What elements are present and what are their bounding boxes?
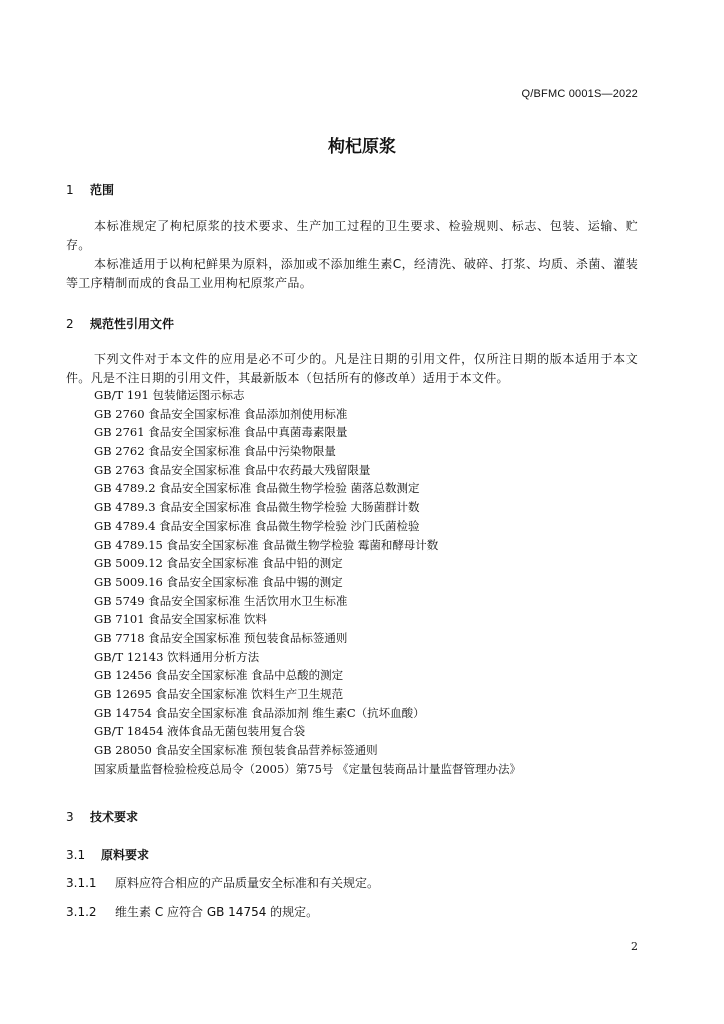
reference-item: GB 5009.12 食品安全国家标准 食品中铅的测定	[94, 556, 343, 571]
section-1-paragraph-1: 本标准规定了枸杞原浆的技术要求、生产加工过程的卫生要求、检验规则、标志、包装、运输、贮存。	[66, 219, 638, 252]
section-2-heading	[66, 315, 174, 332]
reference-item: GB/T 12143 饮料通用分析方法	[94, 649, 260, 664]
section-1-heading	[66, 181, 114, 198]
reference-list	[94, 386, 521, 778]
reference-item: GB 4789.4 食品安全国家标准 食品微生物学检验 沙门氏菌检验	[94, 518, 420, 533]
reference-item: GB 4789.15 食品安全国家标准 食品微生物学检验 霉菌和酵母计数	[94, 537, 439, 552]
section-number: 1	[66, 183, 74, 197]
reference-item: GB 7718 食品安全国家标准 预包装食品标签通则	[94, 630, 348, 645]
reference-item: GB 2760 食品安全国家标准 食品添加剂使用标准	[94, 406, 348, 421]
clause-number: 3.1.1	[66, 876, 97, 890]
reference-item: GB 5749 食品安全国家标准 生活饮用水卫生标准	[94, 593, 348, 608]
clause-text: 原料应符合相应的产品质量安全标准和有关规定。	[115, 876, 380, 890]
reference-item: GB 2761 食品安全国家标准 食品中真菌毒素限量	[94, 425, 348, 440]
reference-item: GB 4789.2 食品安全国家标准 食品微生物学检验 菌落总数测定	[94, 481, 420, 496]
reference-item: GB 2763 食品安全国家标准 食品中农药最大残留限量	[94, 462, 371, 477]
clause-text: 维生素 C 应符合 GB 14754 的规定。	[115, 905, 319, 919]
reference-item: GB 12456 食品安全国家标准 食品中总酸的测定	[94, 668, 344, 683]
section-title: 范围	[90, 183, 115, 197]
section-title: 规范性引用文件	[90, 317, 175, 331]
section-2-intro: 下列文件对于本文件的应用是必不可少的。凡是注日期的引用文件，仅所注日期的版本适用于本文件。凡是不注日期的引用文件，其最新版本（包括所有的修改单）适用于本文件。	[66, 352, 638, 385]
clause-3-1-2	[66, 903, 318, 920]
reference-item: GB 12695 食品安全国家标准 饮料生产卫生规范	[94, 687, 344, 701]
reference-item: GB 4789.3 食品安全国家标准 食品微生物学检验 大肠菌群计数	[94, 500, 420, 515]
section-title: 技术要求	[90, 810, 139, 824]
subsection-title: 原料要求	[101, 848, 150, 862]
reference-item: GB/T 18454 液体食品无菌包装用复合袋	[94, 724, 306, 739]
subsection-3-1-heading	[66, 846, 149, 863]
reference-item: GB/T 191 包装储运图示标志	[94, 388, 245, 402]
document-title: 枸杞原浆	[328, 137, 396, 157]
clause-number: 3.1.2	[66, 905, 97, 919]
standard-code: Q/BFMC 0001S—2022	[521, 88, 638, 100]
reference-item: 国家质量监督检验检疫总局令（2005）第75号 《定量包装商品计量监督管理办法》	[94, 761, 522, 776]
section-number: 3	[66, 810, 74, 824]
clause-3-1-1	[66, 874, 379, 891]
reference-item: GB 2762 食品安全国家标准 食品中污染物限量	[94, 444, 336, 459]
reference-item: GB 14754 食品安全国家标准 食品添加剂 维生素C（抗坏血酸）	[94, 705, 425, 720]
section-3-heading	[66, 808, 138, 825]
reference-item: GB 7101 食品安全国家标准 饮料	[94, 612, 267, 627]
reference-item: GB 28050 食品安全国家标准 预包装食品营养标签通则	[94, 743, 378, 758]
page-number: 2	[631, 940, 638, 953]
subsection-number: 3.1	[66, 848, 86, 862]
reference-item: GB 5009.16 食品安全国家标准 食品中锡的测定	[94, 574, 343, 589]
section-number: 2	[66, 317, 74, 331]
section-1-paragraph-2: 本标准适用于以枸杞鲜果为原料，添加或不添加维生素C，经清洗、破碎、打浆、均质、杀菌、灌装等工序精制而成的食品工业用枸杞原浆产品。	[66, 257, 638, 290]
